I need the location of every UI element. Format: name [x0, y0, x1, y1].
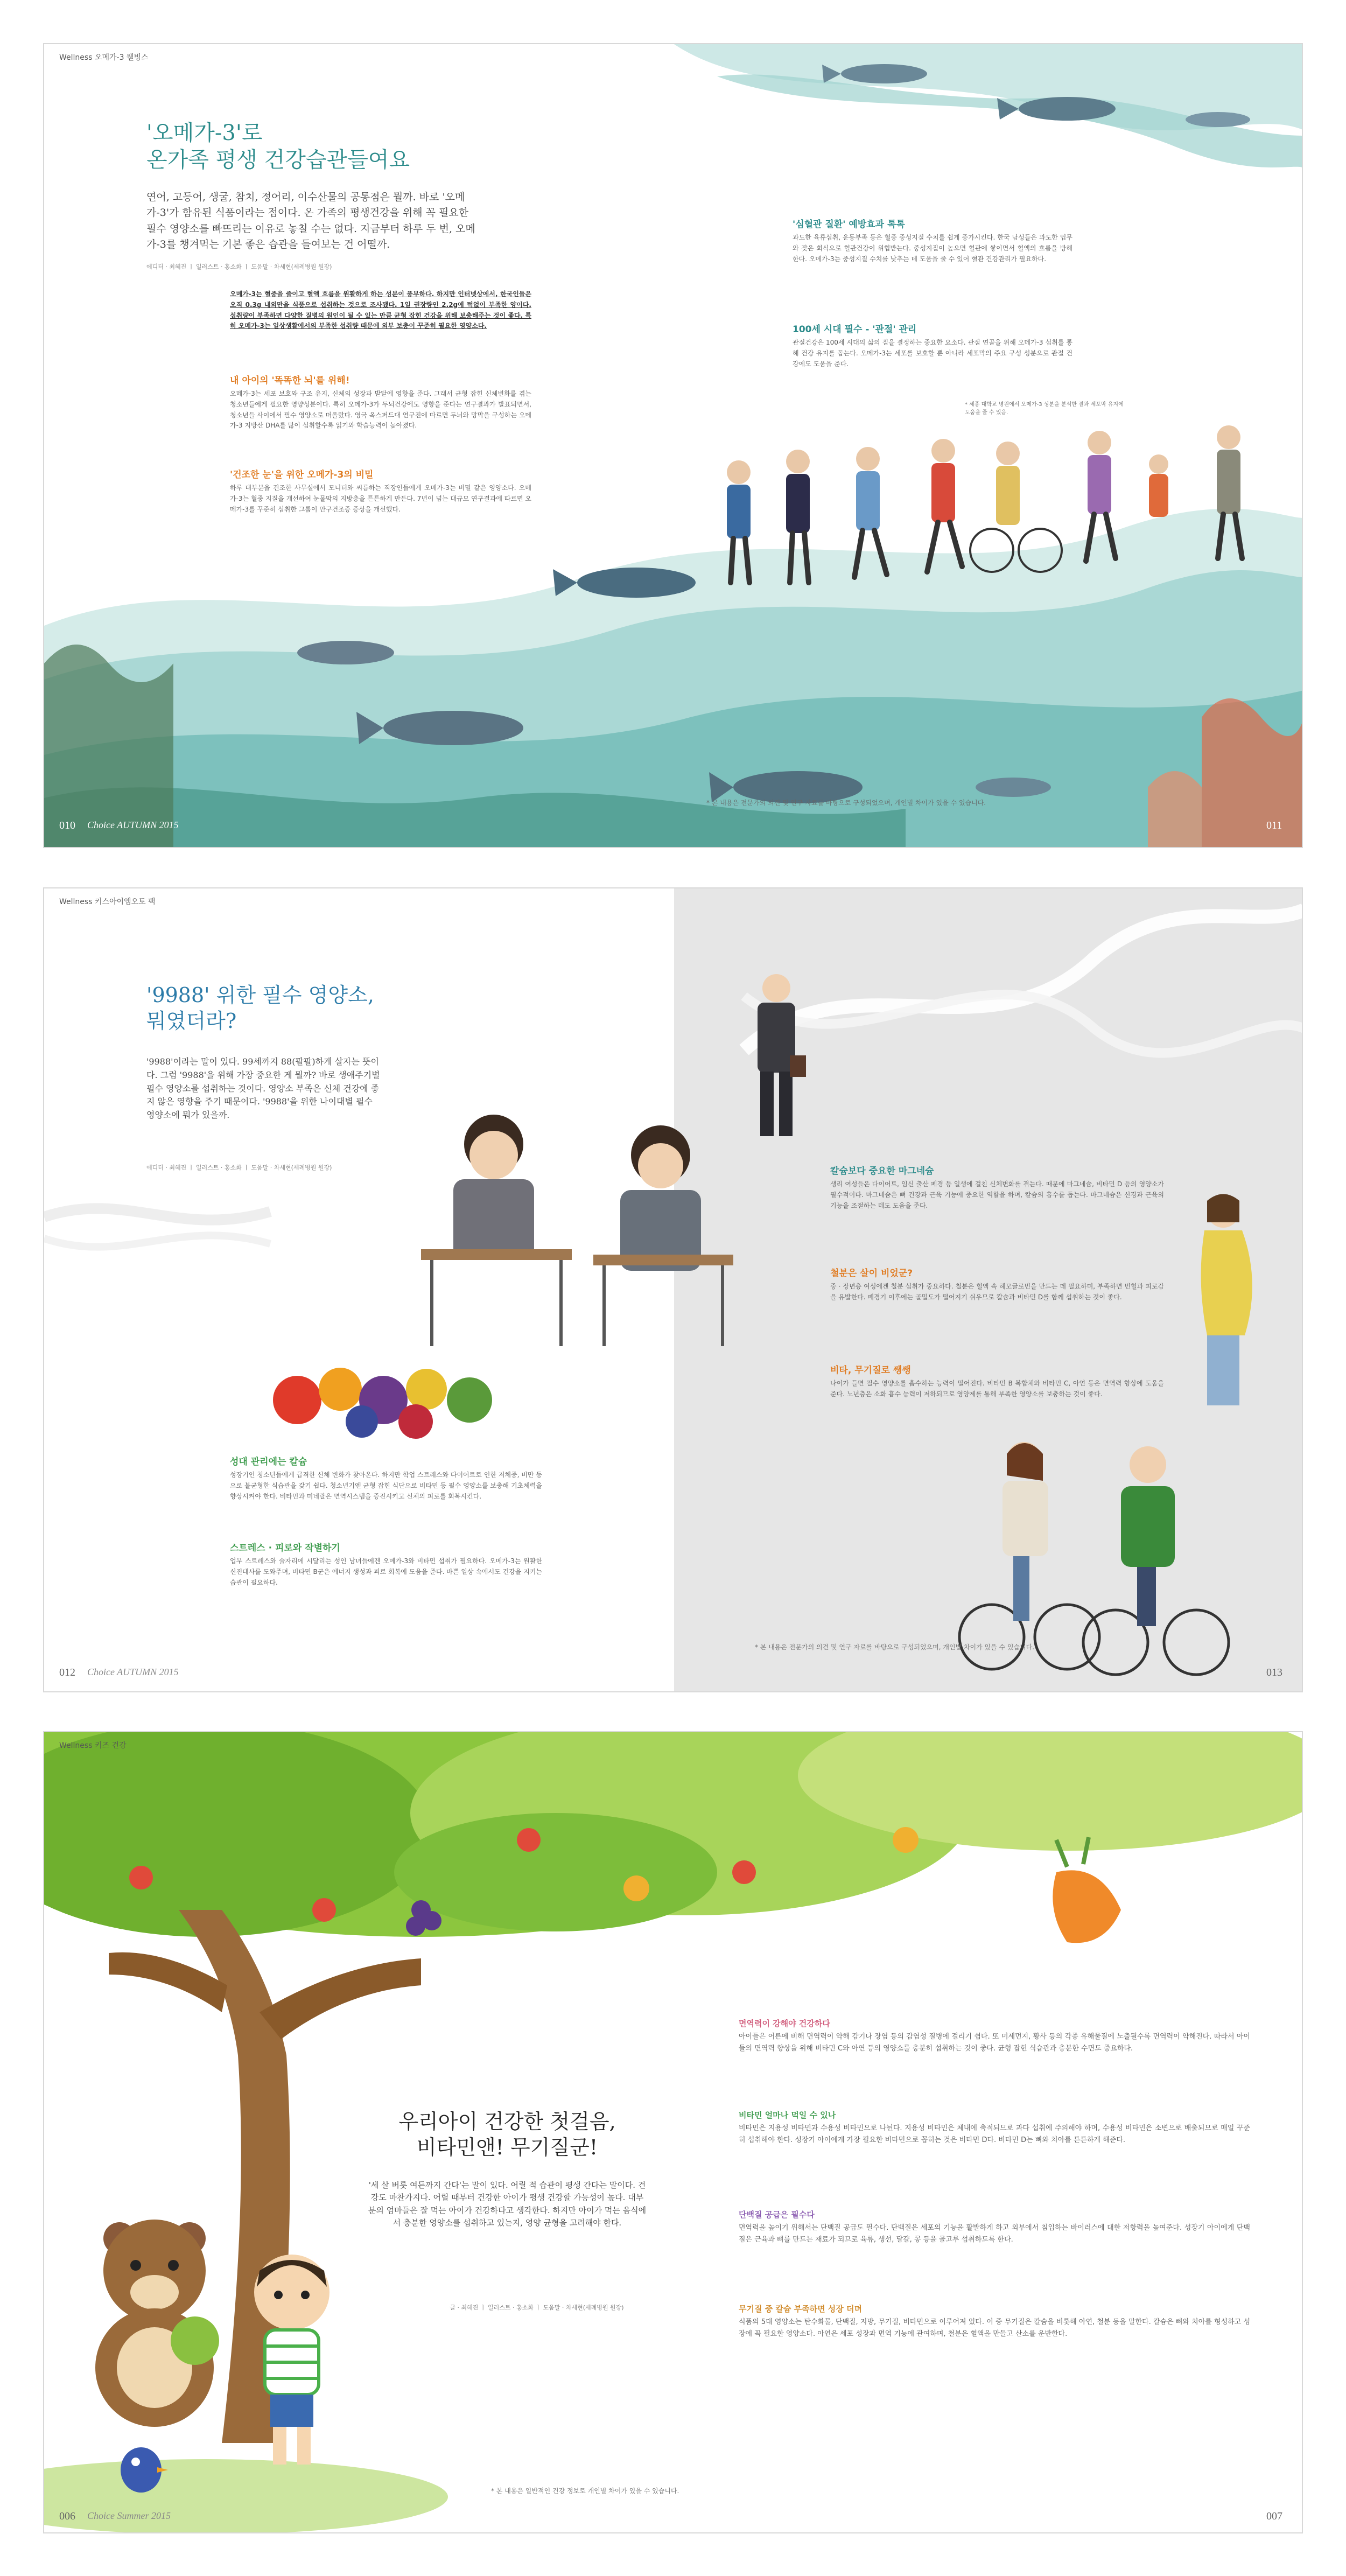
businessman-illustration	[739, 969, 814, 1147]
magazine-footer: Choice AUTUMN 2015	[87, 1667, 179, 1677]
credit-line: 글 · 최혜진 ㅣ 일러스트 · 홍소화 ㅣ 도움말 · 차세현(세례병원 원장)	[450, 2304, 624, 2311]
section-header: Wellness 키즈 건강	[59, 1741, 127, 1750]
students-illustration	[394, 1093, 771, 1352]
sub-heading-teen: 성대 관리에는 칼슘	[230, 1457, 307, 1467]
bird-character-illustration	[114, 2438, 168, 2497]
sub-heading-mineral: 비타, 무기질로 쌩쌩	[830, 1365, 911, 1376]
sub-heading-magnesium: 칼슘보다 중요한 마그네슘	[830, 1166, 934, 1177]
title-line-2: 비타민앤! 무기질군!	[416, 2135, 598, 2159]
page-number-right: 007	[1266, 2510, 1282, 2522]
fruits-illustration	[254, 1341, 534, 1448]
title-line-1: '오메가-3'로	[146, 121, 263, 145]
pregnant-woman-illustration	[1175, 1190, 1272, 1416]
footnote: * 본 내용은 일반적인 건강 정보로 개인별 차이가 있을 수 있습니다.	[491, 2487, 679, 2495]
body-protein: 면역력을 높이기 위해서는 단백질 공급도 필수다. 단백질은 세포의 기능을 활발하게 하고 외부에서 침입하는 바이러스에 대한 저항력을 높여준다. 성장기 아이에게 단백질은 근육과 뼈를 만드는 재료가 되므로 육류, 생선, 달걀, 콩 등을 골고루 섭취하도록 한다.	[739, 2224, 1250, 2244]
footnote: * 본 내용은 전문가의 의견 및 연구 자료를 바탕으로 구성되었으며, 개인별 차이가 있을 수 있습니다.	[706, 799, 986, 807]
sub-heading-stress: 스트레스 · 피로와 작별하기	[230, 1543, 340, 1553]
magazine-footer: Choice Summer 2015	[87, 2510, 171, 2521]
body-vitamin: 비타민은 지용성 비타민과 수용성 비타민으로 나뉜다. 지용성 비타민은 체내에 축적되므로 과다 섭취에 주의해야 하며, 수용성 비타민은 소변으로 배출되므로 매일 꾸준히 섭취해야 한다. 성장기 아이에게 가장 필요한 비타민으로 꼽히는 것은 비타민 D다. 비타민 D는 뼈와 치아를 튼튼하게 해준다.	[739, 2124, 1250, 2145]
bear-character-illustration	[82, 2206, 243, 2432]
body-teen: 성장기인 청소년들에게 급격한 신체 변화가 찾아온다. 하지만 학업 스트레스와 다이어트로 인한 저체중, 비만 등으로 불균형한 식습관을 갖기 쉽다. 청소년기엔 균형 잡힌 식단으로 비타민 등 필수 영양소를 보충해 기초체력을 향상시켜야 한다. 비타민과 미네랄은 면역시스템을 증진시키고 신체의 피로를 회복시킨다.	[230, 1471, 542, 1500]
right-footnote: * 세종 대학교 병원에서 오메가-3 성분을 분석한 결과 세포막 유지에 도움을 줄 수 있음.	[965, 402, 1124, 416]
lead-paragraph: 연어, 고등어, 생굴, 참치, 정어리, 이수산물의 공통점은 뭘까. 바로 '오메가-3'가 함유된 식품이라는 점이다. 온 가족의 평생건강을 위해 꼭 필요한 필수 영양소를 빠뜨리는 이유로 놓칠 수는 없다. 지금부터 하루 두 번, 오메가-3를 챙겨먹는 기본 좋은 습관을 들여보는 건 어떨까.	[146, 191, 475, 251]
sub-heading-protein: 단백질 공급은 필수다	[739, 2210, 815, 2220]
credit-line: 에디터 · 최혜진 ㅣ 일러스트 · 홍소화 ㅣ 도움말 · 차세현(세례병원 원장)	[146, 1164, 332, 1171]
body-mineral: 나이가 들면 필수 영양소를 흡수하는 능력이 떨어진다. 비타민 B 복합체와 비타민 C, 아연 등은 면역력 향상에 도움을 준다. 노년층은 소화 흡수 능력이 저하되므로 영양제를 통해 부족한 영양소를 보충하는 것이 좋다.	[830, 1380, 1164, 1398]
spread-kids-vitamins	[43, 1731, 1303, 2533]
sub-heading-eye: '건조한 눈'을 위한 오메가-3의 비밀	[230, 470, 374, 480]
body-mineral: 식품의 5대 영양소는 탄수화물, 단백질, 지방, 무기질, 비타민으로 이루어져 있다. 이 중 무기질은 칼슘을 비롯해 아연, 철분 등을 말한다. 칼슘은 뼈와 치아를 형성하고 성장에 꼭 필요한 영양소다. 아연은 세포 성장과 면역 기능에 관여하며, 철분은 혈액을 만들고 산소를 운반한다.	[739, 2318, 1250, 2339]
page-number-right: 013	[1266, 1667, 1282, 1678]
lead-paragraph: '세 살 버릇 여든까지 간다'는 말이 있다. 어릴 적 습관이 평생 간다는 말이다. 건강도 마찬가지다. 어릴 때부터 건강한 아이가 평생 건강할 가능성이 높다. 대부분의 엄마들은 잘 먹는 아이가 건강하다고 생각한다. 하지만 아이가 먹는 음식에서 충분한 영양소를 섭취하고 있는지, 영양 균형을 고려해야 한다.	[368, 2180, 647, 2228]
sub-heading-iron: 철분은 살이 비었군?	[830, 1268, 913, 1279]
footnote: * 본 내용은 전문가의 의견 및 연구 자료를 바탕으로 구성되었으며, 개인별 차이가 있을 수 있습니다.	[755, 1643, 1035, 1651]
body-brain: 오메가-3는 세포 보호와 구조 유지, 신체의 성장과 발달에 영향을 준다. 그래서 균형 잡힌 신체변화를 겪는 청소년들에게 필요한 영양성분이다. 특히 오메가-3가 두뇌건강에도 영향을 준다는 연구결과가 발표되면서, 청소년들 사이에서 필수 영양소로 떠올랐다. 영국 옥스퍼드대 연구진에 따르면 두뇌와 망막을 구성하는 오메가-3 지방산 DHA를 많이 섭취할수록 읽기와 학습능력이 높아졌다.	[230, 390, 531, 430]
title-line-2: 온가족 평생 건강습관들여요	[146, 148, 410, 172]
page-number-left: 012	[59, 1667, 75, 1678]
page-number-right: 011	[1266, 820, 1282, 831]
boy-character-illustration	[233, 2249, 351, 2475]
sub-heading-heart: '심혈관 질환' 예방효과 톡톡	[793, 219, 905, 230]
intro-paragraph: 오메가-3는 혈중을 줄이고 혈액 흐름을 원활하게 하는 성분이 풍부하다. 하지만 인터넷상에서, 한국인들은 오직 0.3g 내외만을 식품으로 섭취하는 것으로 조사됐다. 1일 권장량인 2.2g에 턱없이 부족한 양이다. 섭취량이 부족하면 다양한 질병의 원인이 될 수 있는 만큼 균형 잡힌 건강을 위해 보충해주는 것이 좋다. 특히 오메가-3는 일상생활에서의 부족한 섭취량 때문에 외부 보충이 꾸준히 필요한 영양소다.	[230, 290, 531, 330]
sub-heading-brain: 내 아이의 '똑똑한 뇌'를 위해!	[230, 375, 350, 386]
body-immunity: 아이들은 어른에 비해 면역력이 약해 감기나 장염 등의 감염성 질병에 걸리기 쉽다. 또 미세먼지, 황사 등의 각종 유해물질에 노출될수록 면역력이 약해진다. 따라서 아이들의 면역력 향상을 위해 비타민 C와 아연 등의 영양소를 충분히 섭취하는 것이 좋다. 균형 잡힌 식습관과 충분한 수면도 중요하다.	[739, 2033, 1250, 2053]
lead-paragraph: '9988'이라는 말이 있다. 99세까지 88(팔팔)하게 살자는 뜻이다. 그럼 '9988'을 위해 가장 중요한 게 뭘까? 바로 생애주기별 필수 영양소를 섭취하는 것이다. 영양소 부족은 신체 건강에 좋지 않은 영향을 주기 때문이다. '9988'을 위한 나이대별 필수 영양소에 뭐가 있을까.	[146, 1056, 380, 1121]
spread-9988	[43, 887, 1303, 1692]
page-number-left: 006	[59, 2510, 75, 2522]
sub-heading-immunity: 면역력이 강해야 건강하다	[739, 2019, 830, 2028]
article-title	[146, 120, 410, 173]
spread-omega3	[43, 43, 1303, 848]
body-iron: 중 · 장년층 여성에겐 철분 섭취가 중요하다. 철분은 혈액 속 헤모글로빈을 만드는 데 필요하며, 부족하면 빈혈과 피로감을 유발한다. 폐경기 이후에는 골밀도가 떨어지기 쉬우므로 칼슘과 비타민 D를 함께 섭취하는 것이 좋다.	[830, 1283, 1164, 1301]
body-magnesium: 생리 여성들은 다이어트, 임신 출산 폐경 등 일생에 걸친 신체변화를 겪는다. 때문에 마그네슘, 비타민 D 등의 영양소가 필수적이다. 마그네슘은 뼈 건강과 근육 기능에 중요한 역할을 하며, 칼슘의 흡수를 돕는다. 마그네슘은 신경과 근육의 기능을 조절하는 데도 도움을 준다.	[830, 1180, 1164, 1209]
credit-line: 에디터 · 최혜진 ㅣ 일러스트 · 홍소화 ㅣ 도움말 · 차세현(세례병원 원장)	[146, 263, 332, 270]
title-line-1: '9988' 위한 필수 영양소,	[146, 983, 374, 1007]
sub-heading-vitamin: 비타민 얼마나 먹일 수 있나	[739, 2110, 836, 2120]
sub-heading-mineral: 무기질 중 칼슘 부족하면 성장 더뎌	[739, 2304, 862, 2314]
body-stress: 업무 스트레스와 술자리에 시달리는 성인 남녀들에겐 오메가-3와 비타민 섭취가 필요하다. 오메가-3는 원활한 신진대사를 도와주며, 비타민 B군은 에너지 생성과 피로 회복에 도움을 준다. 바쁜 일상 속에서도 건강을 지키는 습관이 필요하다.	[230, 1557, 542, 1586]
body-eye: 하루 대부분을 건조한 사무실에서 모니터와 씨름하는 직장인들에게 오메가-3는 비밀 같은 영양소다. 오메가-3는 혈중 지질을 개선하여 눈물막의 지방층을 튼튼하게 만든다. 7년이 넘는 대규모 연구결과에 따르면 오메가-3를 꾸준히 섭취한 그룹이 안구건조증 증상을 개선했다.	[230, 484, 531, 513]
body-heart: 과도한 육류섭취, 운동부족 등은 혈중 중성지질 수치를 쉽게 증가시킨다. 한국 남성들은 과도한 업무와 잦은 회식으로 혈관건강이 위협받는다. 중성지질이 높으면 혈관에 쌓이면서 혈액의 흐름을 방해한다. 오메가-3는 중성지질 수치를 낮추는 데 도움을 줄 수 있어 혈관 건강관리가 필요하다.	[793, 234, 1072, 263]
family-walking-illustration	[674, 421, 1293, 636]
title-line-1: 우리아이 건강한 첫걸음,	[398, 2110, 616, 2133]
article-title	[146, 983, 374, 1034]
article-title	[324, 2109, 690, 2160]
body-joint: 관절건강은 100세 시대의 삶의 질을 결정하는 중요한 요소다. 관절 연골을 위해 오메가-3 섭취를 통해 건강 유지를 돕는다. 오메가-3는 세포를 보호할 뿐 아니라 세포막의 주요 구성 성분으로 관절 건강에도 도움을 준다.	[793, 339, 1072, 368]
sub-heading-joint: 100세 시대 필수 - '관절' 관리	[793, 324, 917, 335]
section-header: Wellness 오메가-3 웰빙스	[59, 53, 149, 62]
section-header: Wellness 키스아이엠오토 팩	[59, 898, 156, 906]
title-line-2: 뭐였더라?	[146, 1009, 237, 1033]
magazine-footer: Choice AUTUMN 2015	[87, 820, 179, 830]
page-number-left: 010	[59, 820, 75, 831]
